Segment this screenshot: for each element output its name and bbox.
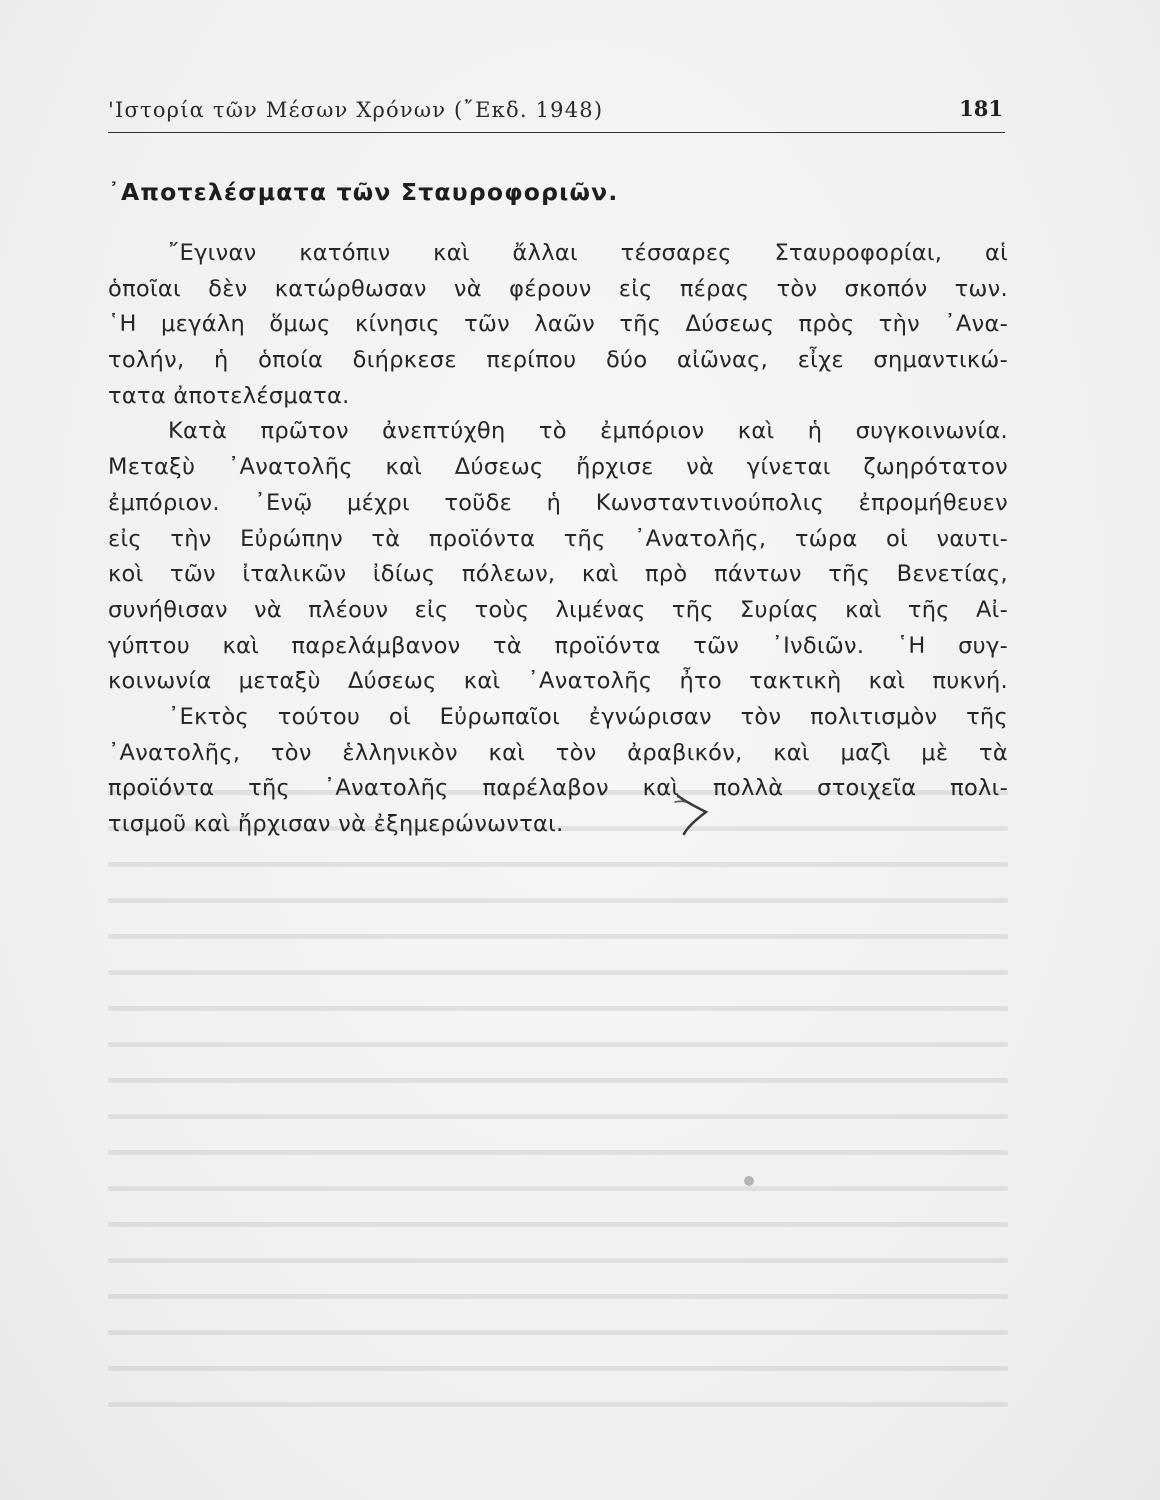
paragraph-line: κοὶ τῶν ἰταλικῶν ἰδίως πόλεων, καὶ πρὸ πάντων τῆς Βενετίας,: [108, 561, 1008, 588]
page-number: 181: [959, 96, 1003, 121]
section-heading: ᾿Αποτελέσματα τῶν Σταυροφοριῶν.: [108, 178, 619, 206]
paragraph-line: ἐμπόριον. ᾿Ενῷ μέχρι τοῦδε ἡ Κωνσταντινούπολις ἐπρομήθευεν: [108, 489, 1008, 516]
running-title: 'Ιστορία τῶν Μέσων Χρόνων (῎Εκδ. 1948): [108, 98, 604, 122]
paper-speck: [744, 1176, 754, 1186]
paragraph-line: κοινωνία μεταξὺ Δύσεως καὶ ᾿Ανατολῆς ἦτο τακτικὴ καὶ πυκνή.: [108, 668, 1008, 695]
paragraph-line: ᾿Εκτὸς τούτου οἱ Εὐρωπαῖοι ἐγνώρισαν τὸν πολιτισμὸν τῆς: [168, 703, 1008, 730]
paragraph-line: προϊόντα τῆς ᾿Ανατολῆς παρέλαβον καὶ πολλὰ στοιχεῖα πολι-: [108, 775, 1008, 802]
paragraph-line: συνήθισαν νὰ πλέουν εἰς τοὺς λιμένας τῆς Συρίας καὶ τῆς Αἰ-: [108, 596, 1008, 623]
paragraph-line: Μεταξὺ ᾿Ανατολῆς καὶ Δύσεως ἤρχισε νὰ γίνεται ζωηρότατον: [108, 454, 1008, 481]
pen-checkmark-icon: [672, 792, 712, 838]
bleed-through-texture: [108, 790, 1008, 1470]
paragraph-line: εἰς τὴν Εὐρώπην τὰ προϊόντα τῆς ᾿Ανατολῆς, τώρα οἱ ναυτι-: [108, 525, 1008, 552]
paragraph-line: ὁποῖαι δὲν κατώρθωσαν νὰ φέρουν εἰς πέρας τὸν σκοπόν των.: [108, 275, 1008, 302]
paragraph-line: τατα ἀποτελέσματα.: [108, 382, 350, 409]
paragraph-line: γύπτου καὶ παρελάμβανον τὰ προϊόντα τῶν ᾿Ινδιῶν. ῾Η συγ-: [108, 632, 1008, 659]
running-header: [108, 92, 1005, 133]
paragraph-line: ῾Η μεγάλη ὅμως κίνησις τῶν λαῶν τῆς Δύσεως πρὸς τὴν ᾿Ανα-: [108, 311, 1008, 338]
paragraph-line: τισμοῦ καὶ ἤρχισαν νὰ ἐξημερώνωνται.: [108, 811, 564, 837]
paragraph-line: ᾿Ανατολῆς, τὸν ἑλληνικὸν καὶ τὸν ἀραβικόν, καὶ μαζὶ μὲ τὰ: [108, 739, 1008, 766]
paragraph-line: ῎Εγιναν κατόπιν καὶ ἄλλαι τέσσαρες Σταυροφορίαι, αἱ: [168, 240, 1008, 266]
body-text: [108, 236, 1008, 843]
paragraph-line: Κατὰ πρῶτον ἀνεπτύχθη τὸ ἐμπόριον καὶ ἡ συγκοινωνία.: [168, 418, 1008, 445]
paragraph-line: τολήν, ἡ ὁποία διήρκεσε περίπου δύο αἰῶνας, εἶχε σημαντικώ-: [108, 347, 1008, 374]
